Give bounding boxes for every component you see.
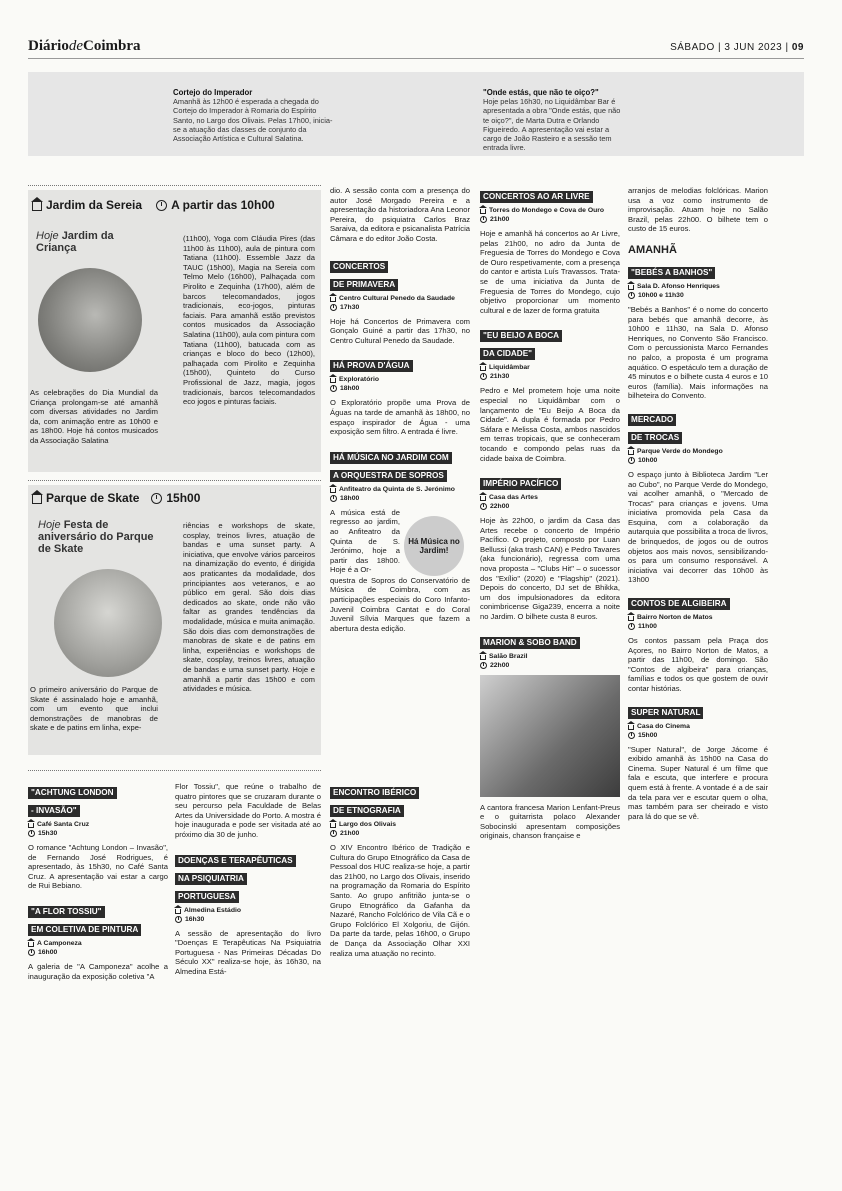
- time: 15h00: [628, 732, 768, 739]
- location: Café Santa Cruz: [28, 821, 168, 828]
- event-text: O Exploratório propõe uma Prova de Águas na tarde de amanhã às 18h00, no espaço inspirador de Água - uma exposição sem filtro. A entrada é livre.: [330, 398, 470, 437]
- location: Torres do Mondego e Cova de Ouro: [480, 207, 620, 214]
- house-icon: [480, 496, 486, 501]
- skate-section: [28, 485, 321, 755]
- event-title: SUPER NATURAL: [628, 707, 703, 719]
- location: Anfiteatro da Quinta de S. Jerónimo: [330, 486, 470, 493]
- top-rule: [28, 58, 804, 59]
- skate-photo: [54, 569, 162, 677]
- event-musica-jardim: [330, 447, 470, 634]
- event-text: O romance "Achtung London – Invasão", de Fernando José Rodrigues, é apresentado, às 15h30, no Café Santa Cruz. A apresentação vai estar a cargo de Rui Bebiano.: [28, 843, 168, 891]
- event-text: Hoje às 22h00, o jardim da Casa das Artes recebe o concerto de Império Pacífico. O projeto, composto por Luan Bellussi (aka trash CAN) e Pedro Tavares (aka funcionário), regressa com uma nova proposta – "Clubs Hit" – o sucessor dos "Exílio" (2020) e "Flagship" (2021). Depois do concerto, DJ set de Bhikka, um dos impulsionadores da editora conimbricense Giga239, encerra a noite no Jardim. O bilhete custa 8 euros.: [480, 516, 620, 622]
- event-title: MERCADO: [628, 414, 676, 426]
- location: Bairro Norton de Matos: [628, 614, 768, 621]
- event-title: NA PSIQUIATRIA: [175, 873, 247, 885]
- house-icon: [32, 495, 42, 504]
- clock-icon: [28, 949, 35, 956]
- time: 22h00: [480, 503, 620, 510]
- event-title: CONCERTOS: [330, 261, 388, 273]
- event-title: "EU BEIJO A BOCA: [480, 330, 562, 342]
- house-icon: [330, 378, 336, 383]
- event-title: HÁ PROVA D'ÁGUA: [330, 360, 413, 372]
- event-text: O XIV Encontro Ibérico de Tradição e Cultura do Grupo Etnográfico da Casa de Pessoal dos HUC realiza-se hoje, a partir das 21h00, no Largo dos Olivais, inserido na programação da Romaria do Espírito Santo. Ao grupo anfitrião junta-se o Grupo Etnográfico da Gafanha da Nazaré, Rancho Folclórico de Vila Cã e o Grupo Folclórico El Xolgoriu, de Gijón. Da parte da tarde, pelas 16h00, o Grupo de Dança da Associação Olhar XXI realiza uma atuação no recinto.: [330, 843, 470, 958]
- house-icon: [175, 909, 181, 914]
- col3-upper: [330, 186, 470, 633]
- event-text: Hoje há Concertos de Primavera com Gonçalo Guiné a partir das 17h30, no Centro Cultural Penedo da Saudade.: [330, 316, 470, 345]
- skate-header: Parque de Skate 15h00: [28, 485, 321, 511]
- clock-icon: [628, 732, 635, 739]
- event-text: A música está de regresso ao jardim, ao Anfiteatro da Quinta de S. Jerónimo, hoje a partir das 18h00. Hoje é a Or-: [330, 507, 400, 575]
- house-icon: [628, 285, 634, 290]
- location: A Camponeza: [28, 940, 168, 947]
- event-mercado-trocas: [628, 409, 768, 585]
- clock-icon: [156, 200, 167, 211]
- location: Exploratório: [330, 376, 470, 383]
- col4: [480, 186, 620, 841]
- musica-row: [330, 508, 470, 576]
- event-super-natural: [628, 702, 768, 822]
- house-icon: [628, 725, 634, 730]
- event-text: A galeria de "A Camponeza" acolhe a inauguração da exposição coletiva "A: [28, 961, 168, 981]
- clock-icon: [480, 662, 487, 669]
- location: Casa das Artes: [480, 494, 620, 501]
- clock-icon: [330, 304, 337, 311]
- event-concertos-ar-livre: [480, 186, 620, 315]
- time: 15h30: [28, 830, 168, 837]
- skate-text-left: O primeiro aniversário do Parque de Skate é assinalado hoje e amanhã, com um evento que inclui demonstrações de manobras de skate e de patins em linha, expe-: [30, 685, 158, 733]
- event-title: DE TROCAS: [628, 432, 682, 444]
- event-text: questra de Sopros do Conservatório de Música de Coimbra, com as participações especiais do Coro Infanto-Juvenil Coimbra Cantat e do Coral Juvenil Sílvia Marques que fazem a abertura desta edição.: [330, 575, 470, 633]
- event-title: A ORQUESTRA DE SOPROS: [330, 470, 447, 482]
- col1-bottom: [28, 782, 168, 981]
- time: 22h00: [480, 662, 620, 669]
- event-text: Hoje e amanhã há concertos ao Ar Livre, pelas 21h00, no adro da Junta de Freguesia de Torres do Mondego e Cova de Ouro respetivamente, com a presença do cantor e artista Luís Travassos. Trata-se de uma iniciativa da Junta de Freguesia de Torres do Mondego, cujo objetivo proporcionar um momento cultural e de lazer de forma gratuita: [480, 229, 620, 315]
- event-achtung: [28, 782, 168, 891]
- top-box-col-2: "Onde estás, que não te oiço?" Hoje pelas 16h30, no Liquidâmbar Bar é apresentada a obra "Onde estás, que não te oiço?", de Marta Dutra e Orlando Figueiredo. A apresentação vai estar a cargo de João Rasteiro e a sessão tem entrada livre.: [483, 88, 621, 153]
- event-flor-tossiu: [28, 901, 168, 981]
- house-icon: [28, 823, 34, 828]
- house-icon: [480, 655, 486, 660]
- time: 21h00: [480, 216, 620, 223]
- divider: [28, 185, 321, 186]
- location: Parque Verde do Mondego: [628, 448, 768, 455]
- time: 11h00: [628, 623, 768, 630]
- event-title: CONCERTOS AO AR LIVRE: [480, 191, 593, 203]
- clock-icon: [628, 292, 635, 299]
- house-icon: [628, 450, 634, 455]
- skate-hoje: Hoje Festa de aniversário do Parque de Skate: [38, 519, 154, 555]
- event-prova-agua: [330, 355, 470, 436]
- skate-text-right: riências e workshops de skate, cosplay, treinos livres, atuação de bandas e uma sunset party. A iniciativa, que envolve vários parceiros na dinamização do evento, é dirigida aos praticantes da modalidade, dos principiantes aos veteranos, e ao público em geral. São dois dias dedicados ao skate, onde não vão faltar as grandes tendências da modalidade, música e muita animação. São dois dias com demonstrações de manobras de skate e de patins em linha, experiências e workshops de skate, cosplay, treinos livres, atuação de bandas e uma sunset party. Hoje e amanhã a partir das 15h00 e com atividades e música.: [183, 521, 315, 694]
- event-title: DE PRIMAVERA: [330, 279, 398, 291]
- time: 10h00 e 11h30: [628, 292, 768, 299]
- location: Casa do Cinema: [628, 723, 768, 730]
- time: 16h00: [28, 949, 168, 956]
- event-text: "Bebés a Banhos" é o nome do concerto para bebés que amanhã decorre, às 10h00 e 11h30, na Sala D. Afonso Henriques, no Convento São Francisco. Com o percussionista Marco Fernandes no palco, a proposta é um programa aquático. O espetáculo tem a duração de 45 minutos e o bilhete custa 4 euros e 10 euros (família). Mais informações na bilheteira do Convento.: [628, 304, 768, 401]
- event-title: "BEBÉS A BANHOS": [628, 267, 715, 279]
- event-title: "A FLOR TOSSIU": [28, 906, 105, 918]
- top-box: [28, 72, 804, 156]
- clock-icon: [480, 373, 487, 380]
- event-title: - INVASÃO": [28, 805, 80, 817]
- sereia-text-left: As celebrações do Dia Mundial da Criança prolongam-se até amanhã com diversas atividades no Jardim da, com animação entre as 10h00 e as 18h00. Hoje há contos musicados da Associação Salatina: [30, 388, 158, 445]
- clock-icon: [28, 830, 35, 837]
- location: Centro Cultural Penedo da Saudade: [330, 295, 470, 302]
- house-icon: [480, 366, 486, 371]
- house-icon: [330, 297, 336, 302]
- time: 17h30: [330, 304, 470, 311]
- house-icon: [628, 616, 634, 621]
- house-icon: [32, 202, 42, 211]
- col5: [628, 186, 768, 821]
- time: 10h00: [628, 457, 768, 464]
- event-text: Os contos passam pela Praça dos Açores, no Bairro Norton de Matos, a partir das 11h00, de domingo. São "Contos de algibeira" para crianças, famílias e todos os que gostem de ouvir contar histórias.: [628, 636, 768, 693]
- event-title: DA CIDADE": [480, 348, 535, 360]
- sereia-hoje: Hoje Jardim da Criança: [36, 230, 114, 254]
- event-title: DOENÇAS E TERAPÊUTICAS: [175, 855, 296, 867]
- event-title: CONTOS DE ALGIBEIRA: [628, 598, 730, 610]
- location: Salão Brazil: [480, 653, 620, 660]
- clock-icon: [480, 216, 487, 223]
- col2-bottom: [175, 782, 321, 977]
- time: 21h30: [480, 373, 620, 380]
- event-contos-algibeira: [628, 593, 768, 694]
- page-date: SÁBADO | 3 JUN 2023 | 09: [670, 42, 804, 53]
- clock-icon: [175, 916, 182, 923]
- clock-icon: [151, 493, 162, 504]
- col3-bottom: [330, 782, 470, 958]
- location: Liquidâmbar: [480, 364, 620, 371]
- divider: [28, 480, 321, 481]
- top-box-col-1: Cortejo do Imperador Amanhã às 12h00 é esperada a chegada do Cortejo do Imperador à Romaria do Espírito Santo, no Largo dos Olivais. Pelas 17h00, inicia-se a atuação das classes de conjunto da Associação Artística e Cultural Salatina.: [173, 88, 333, 144]
- sereia-photo: [38, 268, 142, 372]
- event-title: PORTUGUESA: [175, 891, 239, 903]
- event-eu-beijo: [480, 325, 620, 463]
- event-imperio-pacifico: [480, 473, 620, 622]
- sereia-header: Jardim da Sereia A partir das 10h00: [28, 190, 321, 220]
- clock-icon: [330, 830, 337, 837]
- event-bebes-banhos: [628, 262, 768, 401]
- event-text: "Super Natural", de Jorge Jácome é exibido amanhã às 15h00 na Casa do Cinema. Super Natural é um filme que fala e escuta, que interfere e procura quem está à frente. A vontade é a de sair da tela para ver e escutar quem o olha, mas também para ser cheirado e visto para lá do que se vê.: [628, 744, 768, 821]
- event-title: ENCONTRO IBÉRICO: [330, 787, 419, 799]
- event-text: A cantora francesa Marion Lenfant-Preus e o guitarrista polaco Alexander Sobocinski apresentam composições originais, chanson française e: [480, 802, 620, 841]
- sereia-section: [28, 190, 321, 472]
- event-concertos-primavera: [330, 256, 470, 346]
- house-icon: [480, 209, 486, 214]
- sereia-text-right: (11h00), Yoga com Cláudia Pires (das 11h00 às 11h00), aula de pintura com Tatiana (11h00). Essemble Jazz da TAUC (15h00), Magia na Sereia com Telmo Melo (16h00), Palhaçada com Pirolito e Zequinha (17h00), além de barcos telecomandados, jogos tradicionais, eco-jogos, pinturas faciais. Para amanhã estão previstos contos musicados da Associação Salatina (11h00), aula com pintura com Tatiana (11h00), batucada com as crianças e bloco do beco (12h00), palhaçada com Pirolito e Zequinha (15h00), Quinteto do Curso Profissional de Jazz, magia, jogos tradicionais, barcos telecomandados eco jogos e pinturas faciais.: [183, 234, 315, 407]
- event-marion-sobo: [480, 632, 620, 841]
- time: 16h30: [175, 916, 321, 923]
- location: Sala D. Afonso Henriques: [628, 283, 768, 290]
- event-title: EM COLETIVA DE PINTURA: [28, 924, 141, 936]
- clock-icon: [628, 457, 635, 464]
- event-title: "ACHTUNG LONDON: [28, 787, 117, 799]
- divider: [28, 770, 321, 771]
- location: Largo dos Olivais: [330, 821, 470, 828]
- band-photo: [480, 675, 620, 797]
- event-text: Pedro e Mel prometem hoje uma noite especial no Liquidâmbar com o lançamento de "Eu Beijo A Boca da Cidade". A dupla é formada por Pedro Sáfara e Melissa Costa, ambos nascidos em terras tropicais, que se conheceram tocando e compondo pelas ruas da cidade baixa de Coimbra.: [480, 386, 620, 463]
- time: 18h00: [330, 495, 470, 502]
- clock-icon: [330, 385, 337, 392]
- time: 18h00: [330, 385, 470, 392]
- house-icon: [330, 823, 336, 828]
- clock-icon: [330, 495, 337, 502]
- event-doencas: [175, 850, 321, 977]
- col2b-intro: Flor Tossiu", que reúne o trabalho de quatro pintores que se cruzaram durante o seu percurso pela Faculdade de Belas Artes da Universidade do Porto. A mostra é hoje inaugurada e pode ser visitada até ao próximo dia 30 de junho.: [175, 782, 321, 839]
- clock-icon: [628, 623, 635, 630]
- event-text: O espaço junto à Biblioteca Jardim "Ler ao Cubo", no Parque Verde do Mondego, vai acolher amanhã, o "Mercado de Trocas" para crianças e jovens. Uma iniciativa promovida pela Casa da Esquina, com a colaboração da autarquia que possibilita a troca de livros, de brinquedos, de jogos ou de outros objetos aos mais novos, sensibilizando-os para um consumo responsável. A iniciativa vai decorrer das 10h00 às 13h00: [628, 469, 768, 585]
- event-encontro-iberico: [330, 782, 470, 958]
- house-icon: [28, 942, 34, 947]
- amanha-heading: AMANHÃ: [628, 243, 677, 256]
- clock-icon: [480, 503, 487, 510]
- event-text: A sessão de apresentação do livro "Doenças E Terapêuticas Na Psiquiatria Portuguesa - Nas Primeiras Décadas Do Século XX" realiza-se hoje, às 16h30, na Almedina Está-: [175, 928, 321, 976]
- location: Almedina Estádio: [175, 907, 321, 914]
- event-title: DE ETNOGRAFIA: [330, 805, 404, 817]
- col3-intro: dio. A sessão conta com a presença do autor José Morgado Pereira e a apresentação da historiadora Ana Leonor Pereira, do psiquiatra Carlos Braz Saraiva, da editora e psicanalista Patrícia Câmara e do editor João Costa.: [330, 186, 470, 243]
- musica-logo: Há Música no Jardim!: [404, 516, 464, 576]
- event-title: HÁ MÚSICA NO JARDIM COM: [330, 452, 452, 464]
- col5-intro: arranjos de melodias folclóricas. Marion usa a voz como instrumento de improvisação. Atuam hoje no Salão Brazil, pelas 22h00. O bilhete tem o custo de 15 euros.: [628, 186, 768, 234]
- masthead: DiáriodeCoimbra: [28, 38, 141, 54]
- event-title: IMPÉRIO PACÍFICO: [480, 478, 561, 490]
- event-title: MARION & SOBO BAND: [480, 637, 580, 649]
- house-icon: [330, 488, 336, 493]
- time: 21h00: [330, 830, 470, 837]
